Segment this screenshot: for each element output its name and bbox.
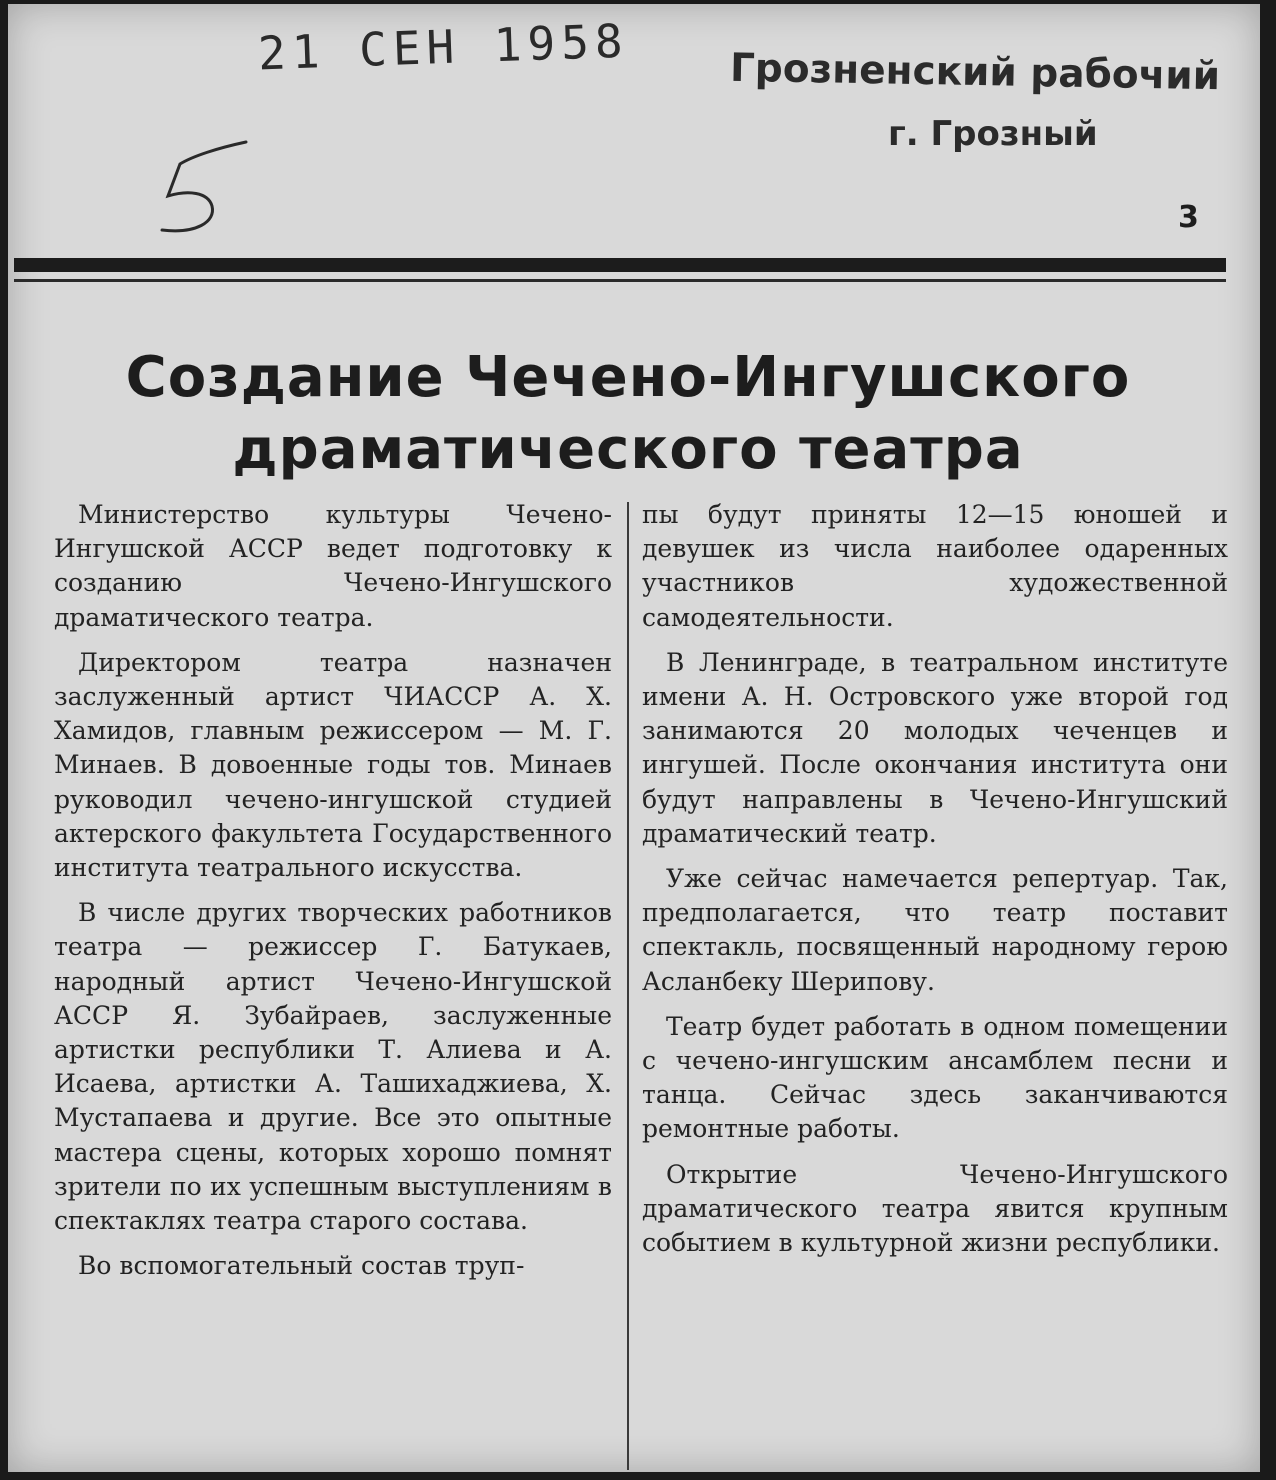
- column-divider: [627, 502, 629, 1470]
- paragraph: пы будут приняты 12—15 юношей и девушек из числа наиболее одаренных участников художественной самодеятельности.: [642, 500, 1228, 632]
- paragraph: Во вспомогательный состав труп-: [78, 1251, 525, 1281]
- paragraph: Театр будет работать в одном помещении с чечено-ингушским ансамблем песни и танца. Сейчас здесь заканчиваются ремонтные работы.: [642, 1011, 1228, 1144]
- paragraph: Уже сейчас намечается репертуар. Так, предполагается, что театр поставит спектакль, посвященный народному герою Асланбеку Шерипову.: [642, 864, 1228, 996]
- masthead-rule-thin: [14, 279, 1226, 282]
- article-column-left: [54, 498, 612, 1294]
- newspaper-clipping: [8, 4, 1260, 1472]
- paragraph: Министерство культуры Чечено-Ингушской АССР ведет подготовку к созданию Чечено-Ингушского драматического театра.: [54, 500, 612, 632]
- paragraph: В Ленинграде, в театральном институте имени А. Н. Островского уже второй год занимаются 20 молодых чеченцев и ингушей. После окончания института они будут направлены в Чечено-Ингушский драматический театр.: [642, 647, 1228, 848]
- article-headline: [68, 342, 1188, 486]
- source-stamp: Грозненский рабочий: [729, 45, 1221, 100]
- article-column-right: [642, 498, 1228, 1271]
- handwritten-number-mark: [148, 134, 258, 244]
- paragraph: Директором театра назначен заслуженный артист ЧИАССР А. Х. Хамидов, главным режиссером — М. Г. Минаев. В довоенные годы тов. Минаев руководил чечено-ингушской студией актерского факультета Государственного института театрального искусства.: [54, 647, 612, 883]
- headline-line-2: драматического театра: [232, 417, 1024, 482]
- date-stamp: 21 СЕН 1958: [257, 13, 630, 81]
- paragraph: В числе других творческих работников театра — режиссер Г. Батукаев, народный артист Чечено-Ингушской АССР Я. Зубайраев, заслуженные артистки республики Т. Алиева и А. Исаева, артистки А. Ташихаджиева, Х. Мустапаева и другие. Все это опытные мастера сцены, которых хорошо помнят зрители по их успешным выступлениям в спектаклях театра старого состава.: [54, 898, 612, 1236]
- paragraph: Открытие Чечено-Ингушского драматического театра явится крупным событием в культурной жизни республики.: [642, 1159, 1228, 1258]
- city-stamp: г. Грозный: [888, 114, 1098, 154]
- headline-line-1: Создание Чечено-Ингушского: [125, 345, 1131, 410]
- page-number: 3: [1178, 200, 1199, 235]
- masthead-rule-thick: [14, 258, 1226, 272]
